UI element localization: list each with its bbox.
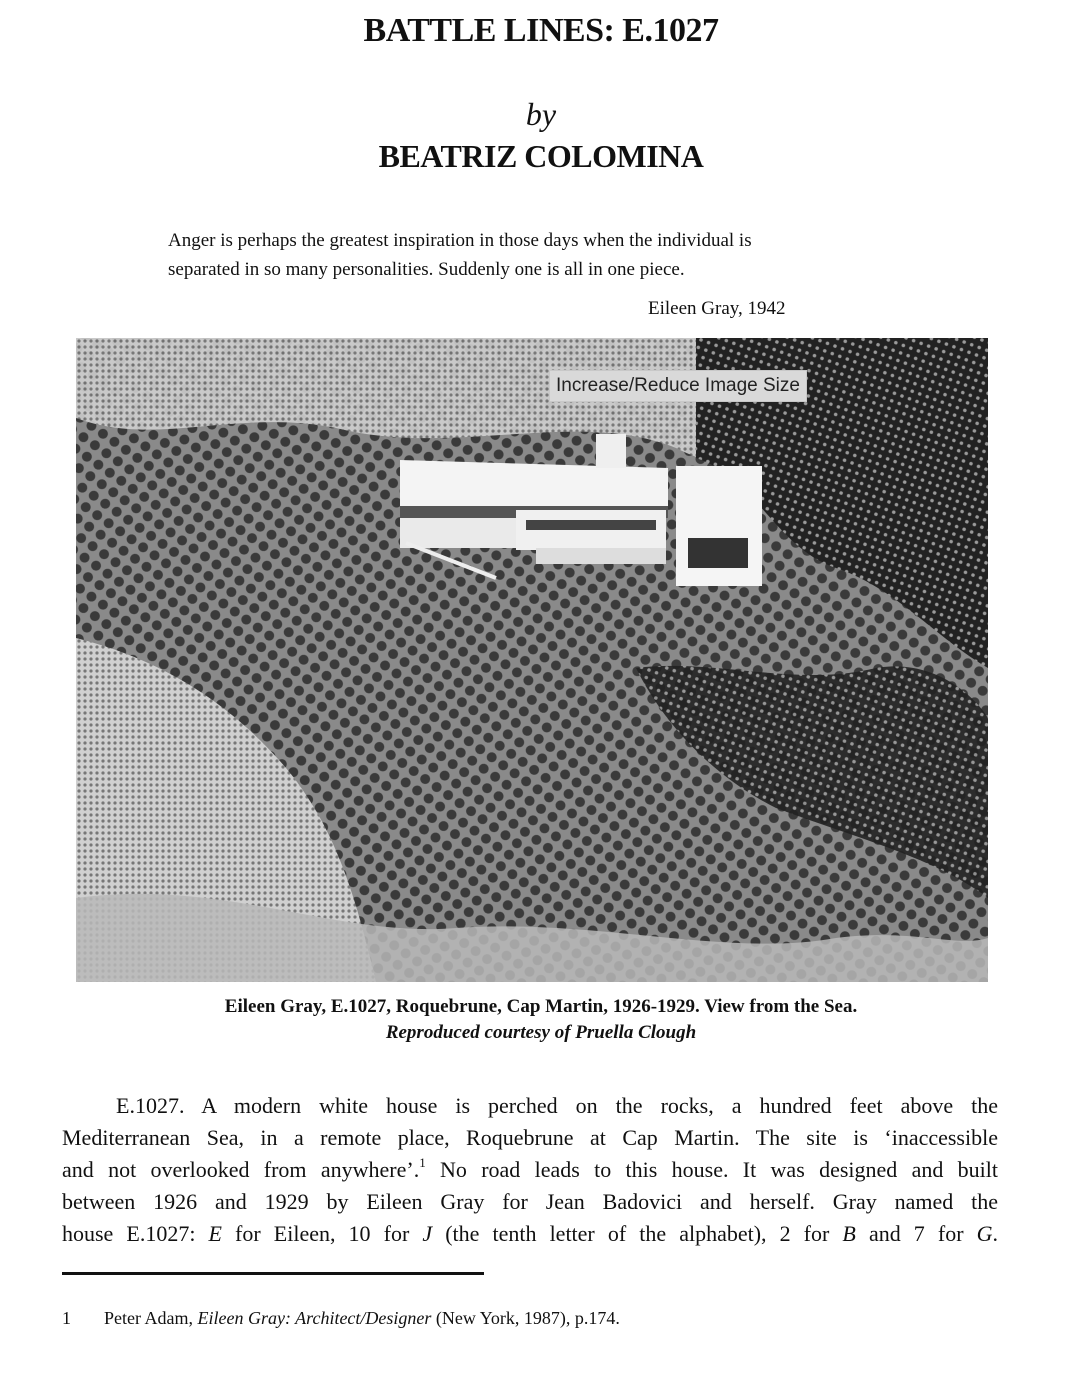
article-title: BATTLE LINES: E.1027 [363, 12, 719, 49]
italic-letter: B [842, 1221, 856, 1246]
footnote-divider [62, 1272, 484, 1275]
line-text: No road leads to this house. It was designed and built [425, 1157, 998, 1182]
paragraph-line [62, 1218, 998, 1250]
footnote-book-title: Eileen Gray: Architect/Designer [197, 1308, 432, 1328]
image-size-tooltip: Increase/Reduce Image Size [549, 370, 807, 402]
footnote [62, 1308, 620, 1329]
paragraph-line [62, 1154, 998, 1186]
epigraph-line: Anger is perhaps the greatest inspiration in those days when the individual is [168, 230, 752, 251]
body-paragraph [62, 1090, 998, 1250]
author-name: BEATRIZ COLOMINA [378, 138, 704, 174]
line-text: and not overlooked from anywhere’. [62, 1157, 420, 1182]
italic-letter: J [422, 1221, 433, 1246]
photo-caption: Eileen Gray, E.1027, Roquebrune, Cap Martin, 1926-1929. View from the Sea. [224, 996, 858, 1017]
photo-credit: Reproduced courtesy of Pruella Clough [385, 1022, 697, 1043]
paragraph-line: Mediterranean Sea, in a remote place, Roquebrune at Cap Martin. The site is ‘inaccessible [62, 1125, 998, 1150]
epigraph [168, 226, 928, 284]
line-text: (the tenth letter of the alphabet), 2 for [432, 1221, 843, 1246]
footnote-author: Peter Adam, [104, 1308, 198, 1328]
house-photo[interactable] [76, 338, 988, 982]
line-text: for Eileen, 10 for [221, 1221, 423, 1246]
epigraph-line: separated in so many personalities. Suddenly one is all in one piece. [168, 259, 685, 280]
footnote-details: (New York, 1987), p.174. [431, 1308, 620, 1328]
byline: by [525, 96, 557, 132]
epigraph-attribution: Eileen Gray, 1942 [648, 298, 786, 319]
footnote-reference[interactable]: 1 [419, 1155, 426, 1170]
line-text: house E.1027: [62, 1221, 209, 1246]
halftone-photo-image [76, 338, 988, 982]
line-text: and 7 for [855, 1221, 977, 1246]
italic-letter: G [976, 1221, 993, 1246]
paragraph-line: E.1027. A modern white house is perched on the rocks, a hundred feet above the [116, 1093, 998, 1118]
paragraph-line: between 1926 and 1929 by Eileen Gray for Jean Badovici and herself. Gray named the [62, 1189, 998, 1214]
italic-letter: E [208, 1221, 222, 1246]
line-text: . [992, 1221, 998, 1246]
footnote-number: 1 [62, 1308, 71, 1328]
